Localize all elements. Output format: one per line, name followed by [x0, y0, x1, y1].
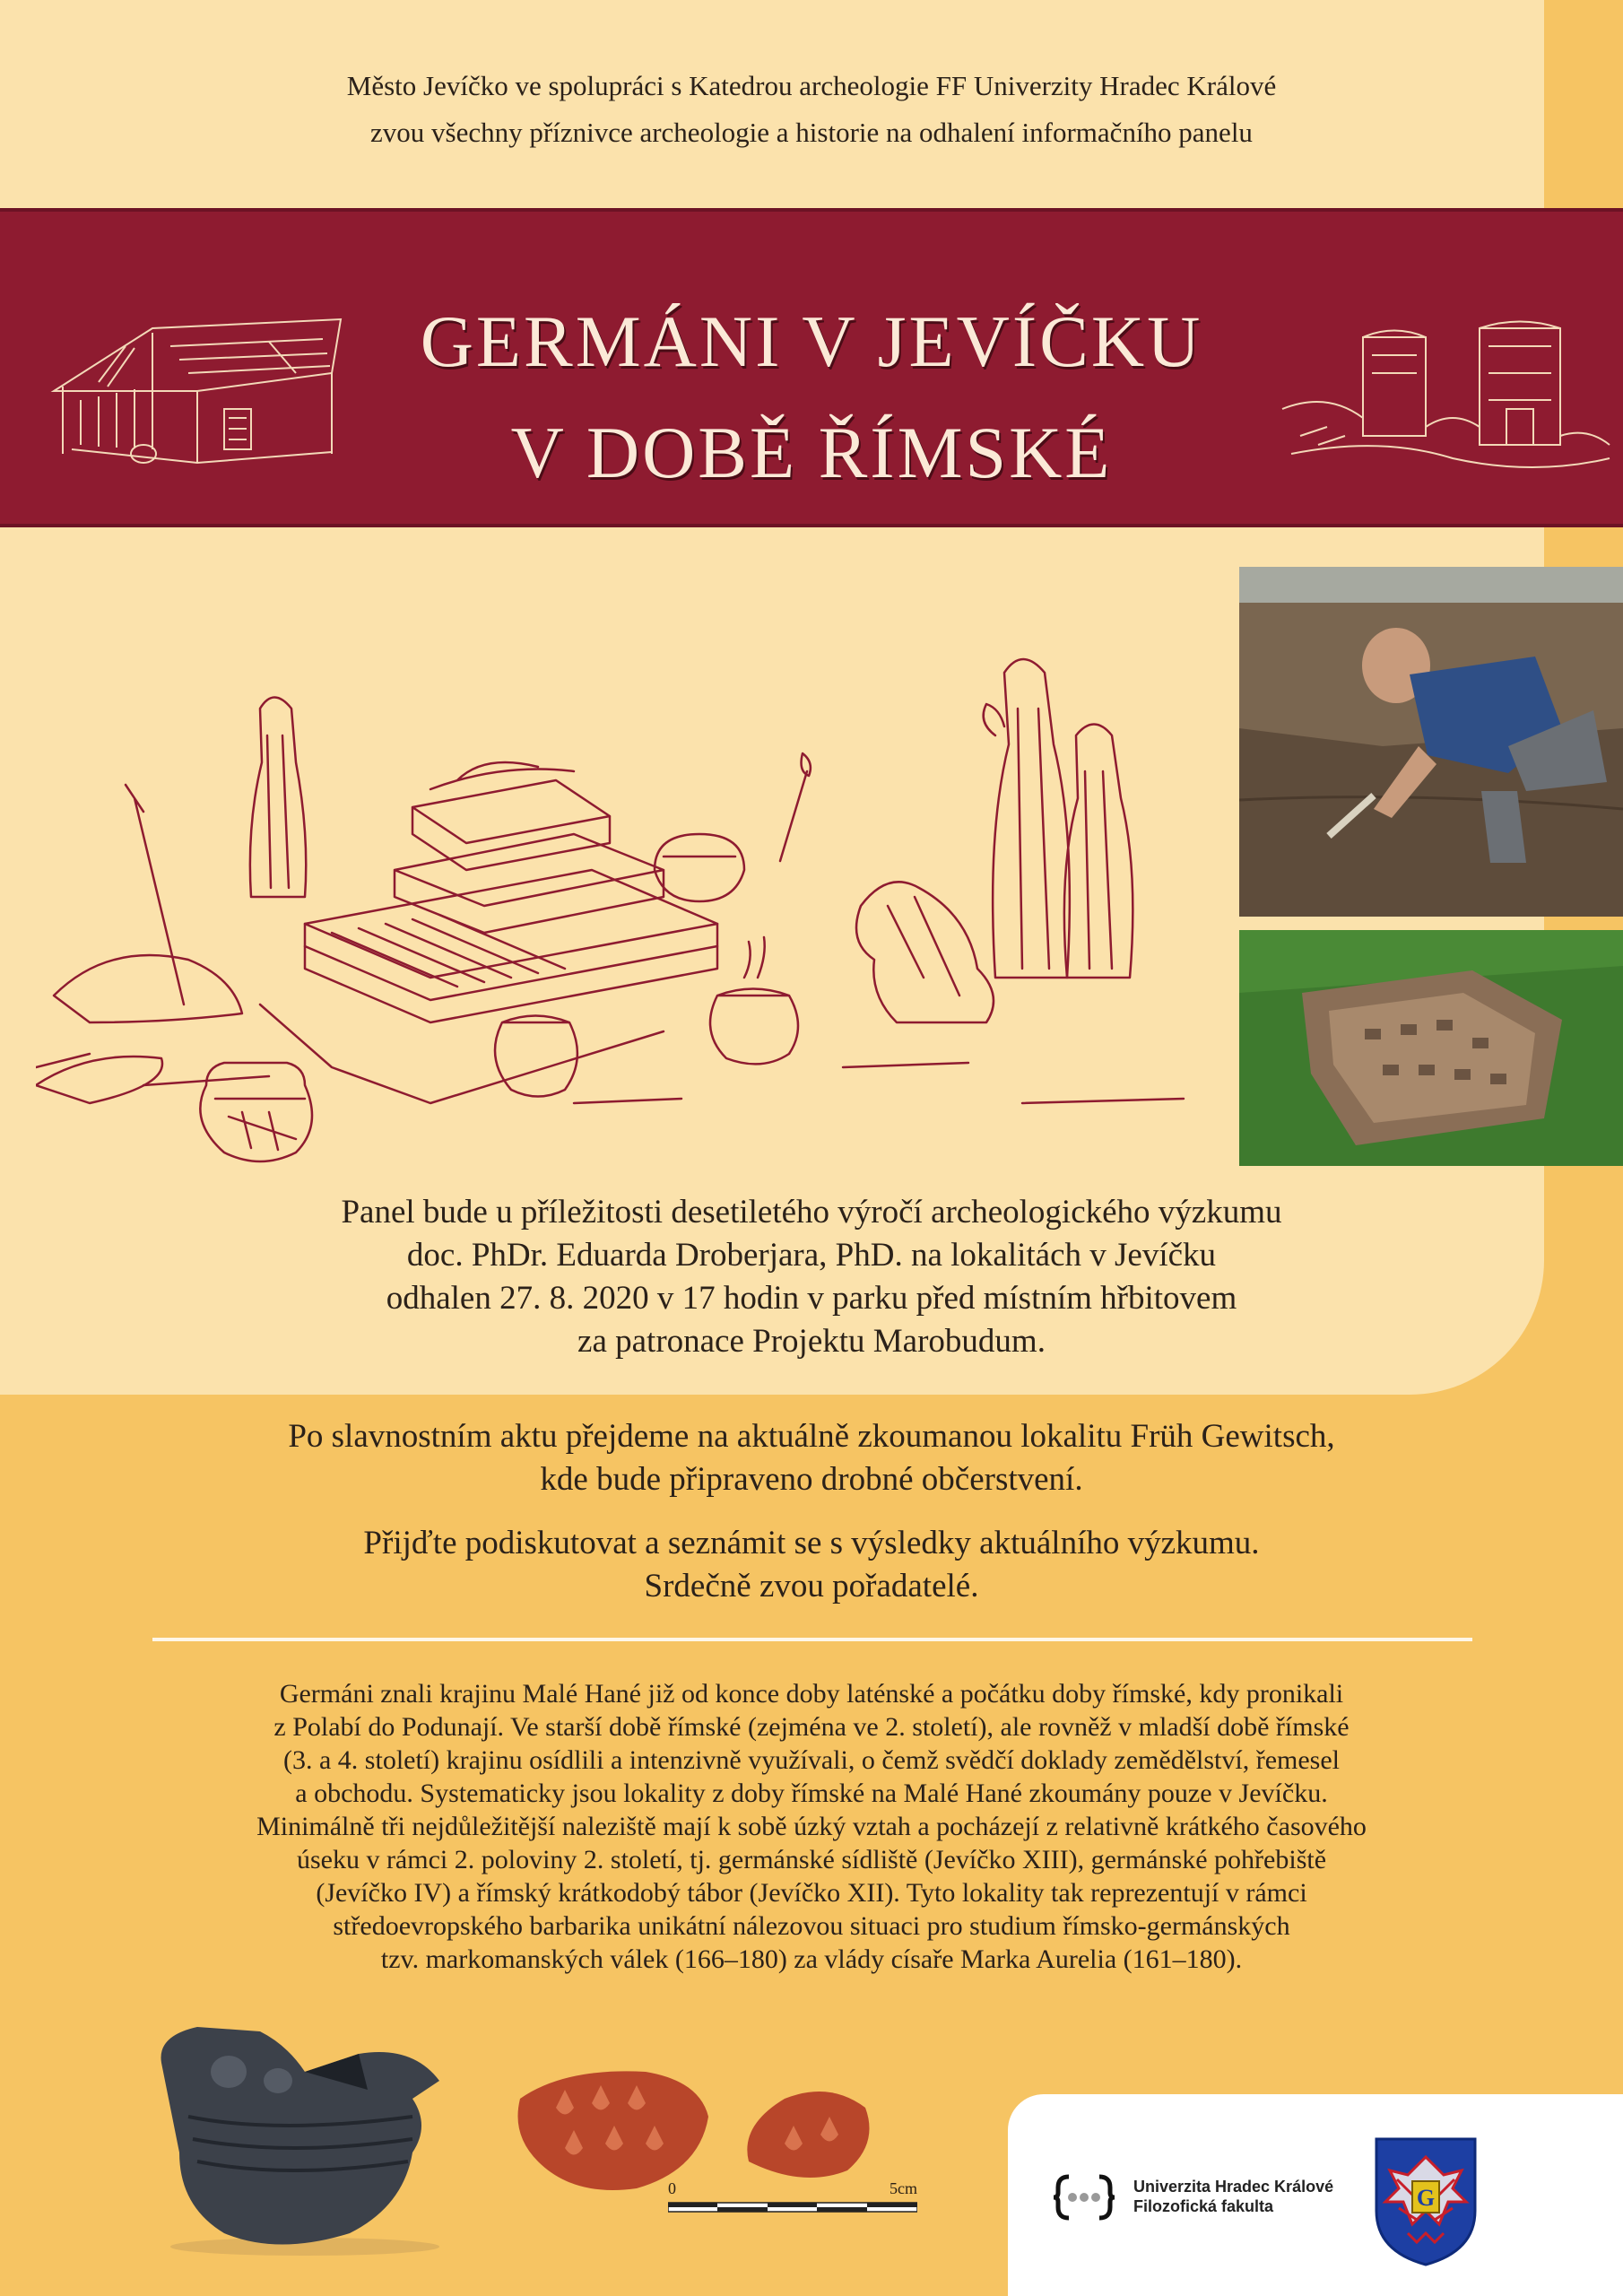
- faculty-line: Filozofická fakulta: [1133, 2197, 1274, 2215]
- invite-paragraph: [0, 1522, 1623, 1608]
- pottery-vessel-icon: [143, 2018, 466, 2260]
- body-line: a obchodu. Systematicky jsou lokality z doby římské na Malé Hané zkoumány pouze v Jevíčku.: [295, 1779, 1328, 1808]
- body-line: (Jevíčko IV) a římský krátkodobý tábor (Jevíčko XII). Tyto lokality tak reprezentují v rámci: [316, 1878, 1307, 1908]
- followup-paragraph: [0, 1415, 1623, 1501]
- body-line: Germáni znali krajinu Malé Hané již od konce doby laténské a počátku doby římské, kdy pronikali: [279, 1679, 1344, 1709]
- cremation-scene-illustration: [36, 601, 1219, 1175]
- kilns-drawing-icon: [1273, 301, 1614, 481]
- paragraph-line: za patronace Projektu Marobudum.: [577, 1323, 1046, 1360]
- jevicko-coat-of-arms-icon: [1372, 2135, 1480, 2269]
- paragraph-line: doc. PhDr. Eduarda Droberjara, PhD. na lokalitách v Jevíčku: [406, 1237, 1217, 1274]
- svg-text:G: G: [1416, 2185, 1436, 2211]
- paragraph-line: odhalen 27. 8. 2020 v 17 hodin v parku před místním hřbitovem: [386, 1280, 1237, 1317]
- body-line: Minimálně tři nejdůležitější naleziště mají k sobě úzký vztah a pocházejí z relativně krátkého časového: [256, 1812, 1367, 1841]
- body-line: středoevropského barbarika unikátní nálezovou situaci pro studium římsko-germánských: [333, 1911, 1290, 1941]
- intro-text: [0, 63, 1623, 156]
- partner-logos: [1008, 2094, 1623, 2296]
- body-line: z Polabí do Podunají. Ve starší době římské (zejména ve 2. století), ale rovněž v mladší době římské: [273, 1712, 1350, 1742]
- excavation-photo: [1239, 567, 1623, 917]
- history-text: [90, 1677, 1533, 1976]
- paragraph-line: kde bude připraveno drobné občerstvení.: [540, 1461, 1083, 1498]
- body-line: úseku v rámci 2. poloviny 2. století, tj. germánské sídliště (Jevíčko XIII), germánské pohřebiště: [296, 1845, 1327, 1874]
- announcement-paragraph: [0, 1191, 1623, 1363]
- scale-ruler-icon: [668, 2201, 917, 2213]
- title-line: GERMÁNI V JEVÍČKU: [420, 300, 1203, 382]
- terra-sigillata-fragment-small-icon: [731, 2081, 883, 2188]
- scale-start-label: 0: [668, 2179, 676, 2197]
- title-line: V DOBĚ ŘÍMSKÉ: [510, 411, 1113, 493]
- scale-bar: [668, 2179, 917, 2215]
- terra-sigillata-fragment-icon: [511, 2063, 717, 2197]
- paragraph-line: Po slavnostním aktu přejdeme na aktuálně zkoumanou lokalitu Früh Gewitsch,: [288, 1418, 1335, 1455]
- aerial-site-photo: [1239, 930, 1623, 1166]
- archaeologist-photo-icon: [1239, 567, 1623, 917]
- university-name: [1133, 2177, 1333, 2216]
- divider: [152, 1638, 1472, 1641]
- intro-line: Město Jevíčko ve spolupráci s Katedrou archeologie FF Univerzity Hradec Králové: [346, 70, 1277, 101]
- aerial-photo-icon: [1239, 930, 1623, 1166]
- university-line: Univerzita Hradec Králové: [1133, 2178, 1334, 2196]
- body-line: tzv. markomanských válek (166–180) za vlády císaře Marka Aurelia (161–180).: [380, 1944, 1243, 1974]
- scale-end-label: 5cm: [890, 2179, 917, 2197]
- university-logo-icon: [1053, 2166, 1115, 2229]
- body-line: (3. a 4. století) krajinu osídlili a intenzivně využívali, o čemž svědčí doklady zemědělství, řemesel: [283, 1745, 1340, 1775]
- paragraph-line: Panel bude u příležitosti desetiletého výročí archeologického výzkumu: [341, 1194, 1282, 1231]
- intro-line: zvou všechny příznivce archeologie a historie na odhalení informačního panelu: [370, 117, 1253, 148]
- paragraph-line: Přijďte podiskutovat a seznámit se s výsledky aktuálního výzkumu.: [363, 1525, 1260, 1561]
- title-banner: [0, 208, 1623, 527]
- paragraph-line: Srdečně zvou pořadatelé.: [644, 1568, 979, 1605]
